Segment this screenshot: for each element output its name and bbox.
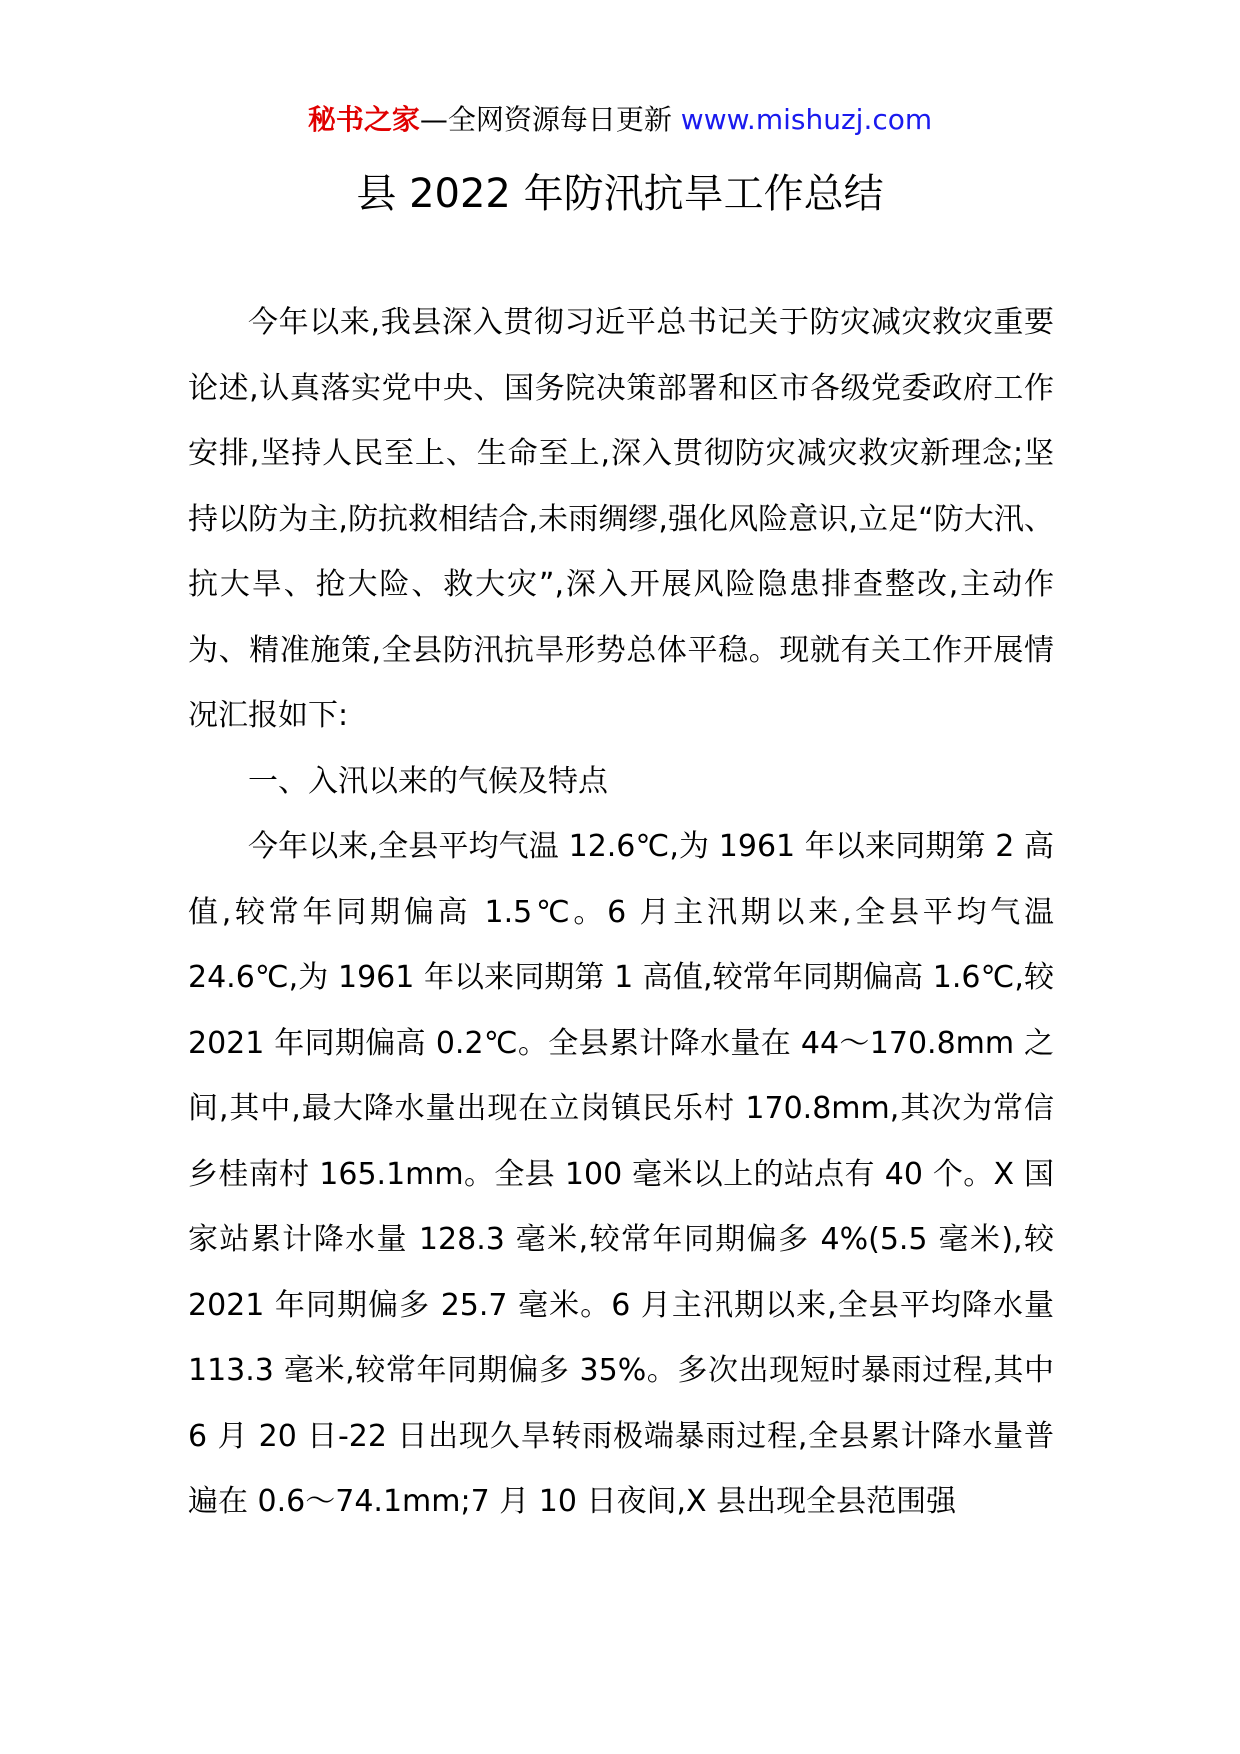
site-header: [0, 100, 1240, 140]
site-tagline: —全网资源每日更新: [419, 103, 672, 136]
site-brand: 秘书之家: [307, 103, 420, 136]
intro-paragraph: 今年以来,我县深入贯彻习近平总书记关于防灾减灾救灾重要论述,认真落实党中央、国务院决策部署和区市各级党委政府工作安排,坚持人民至上、生命至上,深入贯彻防灾减灾救灾新理念;坚持以防为主,防抗救相结合,未雨绸缪,强化风险意识,立足“防大汛、抗大旱、抢大险、救大灾”,深入开展风险隐患排查整改,主动作为、精准施策,全县防汛抗旱形势总体平稳。现就有关工作开展情况汇报如下:: [188, 305, 1054, 733]
site-url-link[interactable]: www.mishuzj.com: [680, 103, 933, 136]
document-title: 县 2022 年防汛抗旱工作总结: [356, 171, 884, 217]
climate-paragraph: 今年以来,全县平均气温 12.6℃,为 1961 年以来同期第 2 高值,较常年同期偏高 1.5℃。6 月主汛期以来,全县平均气温 24.6℃,为 1961 年以来同期第 1 高值,较常年同期偏高 1.6℃,较 2021 年同期偏高 0.2℃。全县累计降水量在 44～170.8mm 之间,其中,最大降水量出现在立岗镇民乐村 170.8mm,其次为常信乡桂南村 165.1mm。全县 100 毫米以上的站点有 40 个。X 国家站累计降水量 128.3 毫米,较常年同期偏多 4%(5.5 毫米),较 2021 年同期偏多 25.7 毫米。6 月主汛期以来,全县平均降水量 113.3 毫米,较常年同期偏多 35%。多次出现短时暴雨过程,其中 6 月 20 日-22 日出现久旱转雨极端暴雨过程,全县累计降水量普遍在 0.6～74.1mm;7 月 10 日夜间,X 县出现全县范围强: [188, 829, 1054, 1519]
section-heading: 一、入汛以来的气候及特点: [248, 763, 608, 799]
document-body: [188, 290, 1054, 1535]
